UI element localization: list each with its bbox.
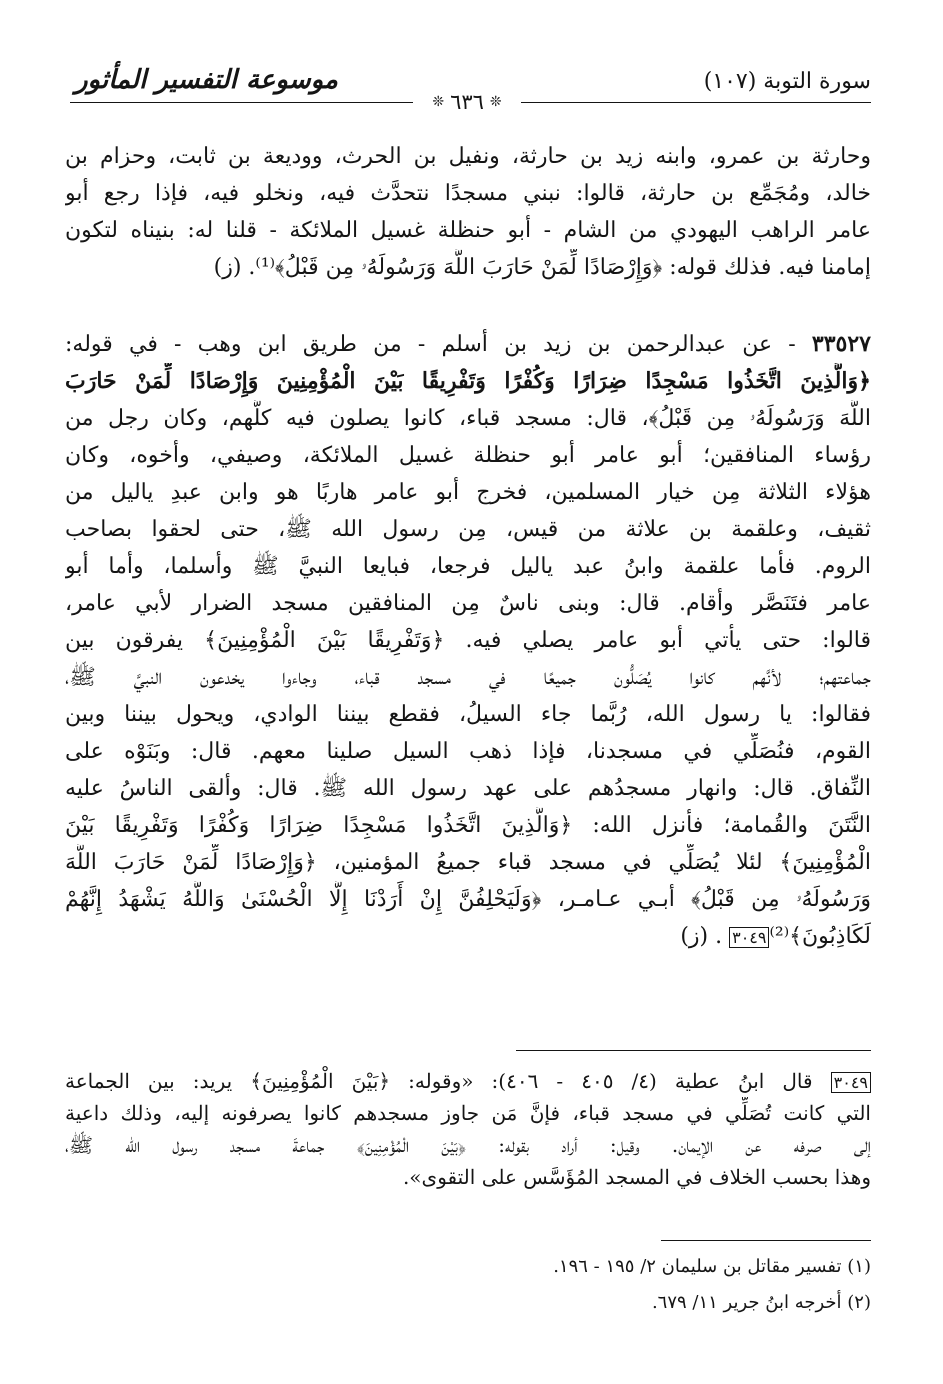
commentary-ref-box: ٣٠٤٩ <box>729 927 769 948</box>
page-number: ٦٣٦ <box>450 90 484 114</box>
text-line: هؤلاء الثلاثة مِن خيار المسلمين، فخرج أبو عامر هاربًا هو وابن عبدِ ياليل من <box>65 480 871 505</box>
footnote-rule <box>661 1240 871 1241</box>
text-line: اللَّهَ وَرَسُولَهُۥ مِن قَبْلُ﴾، قال: مسجد قباء، كانوا يصلون فيه كلُّهم، وكان رجل من <box>65 406 871 431</box>
text-line: عامر فتَنَصَّر وأقام. قال: وبنى ناسٌ مِن المنافقين مسجد الضرار لأبي عامر، <box>65 591 871 616</box>
commentary-ref-box: ٣٠٤٩ <box>831 1072 871 1093</box>
text-line: وحارثة بن عمرو، وابنه زيد بن حارثة، ونفيل بن الحرث، ووديعة بن ثابت، وحزام بن <box>65 144 871 169</box>
commentary-line: إلى صرفه عن الإيمان. وقيل: أراد بقوله: ﴿بَيْنَ الْمُؤْمِنِينَ﴾ جماعةَ مسجد رسول الله ﷺ، <box>65 1133 871 1157</box>
commentary-line: ٣٠٤٩ قال ابنُ عطية (٤/ ٤٠٥ - ٤٠٦): «وقوله: ﴿بَيْنَ الْمُؤْمِنِينَ﴾ يريد: بين الجماعة <box>65 1065 871 1097</box>
text-line: وَرَسُولَهُۥ مِن قَبْلُ﴾ أبـي عـامـر، ﴿وَلَيَحْلِفُنَّ إِنْ أَرَدْنَا إِلَّا الْحُسْنَىٰ وَاللَّهُ يَشْهَدُ إِنَّهُمْ <box>65 887 871 912</box>
encyclopedia-title: موسوعة التفسير المأثور <box>75 65 338 95</box>
narration-33527 <box>65 326 871 955</box>
text-line: النِّفاق. قال: وانهار مسجدُهم على عهد رسول الله ﷺ. قال: وألقى الناسُ عليه <box>65 776 871 801</box>
text-line: خالد، ومُجَمِّع بن حارثة، قالوا: نبني مسجدًا نتحدَّث فيه، ونخلو فيه، فإذا رجع أبو <box>65 181 871 206</box>
ornament-icon: ❊ <box>432 94 445 110</box>
commentary-block <box>65 1065 871 1193</box>
text-line: القوم، فنُصَلِّي في مسجدنا، فإذا ذهب السيل صلينا معهم. قال: وبَنَوْه على <box>65 739 871 764</box>
narration-number: ٣٣٥٢٧ <box>811 331 871 357</box>
quran-verse-line: ﴿وَالَّذِينَ اتَّخَذُوا مَسْجِدًا ضِرَارًا وَكُفْرًا وَتَفْرِيقًا بَيْنَ الْمُؤْمِنِينَ وَإِرْصَادًا لِّمَنْ حَارَبَ <box>65 368 871 394</box>
text-line: فقالوا: يا رسول الله، رُبَّما جاء السيلُ، فقطع بيننا الوادي، ويحول بيننا وبين <box>65 702 871 727</box>
text-line: إمامنا فيه. فذلك قوله: ﴿وَإِرْصَادًا لِّمَنْ حَارَبَ اللَّهَ وَرَسُولَهُۥ مِن قَبْلُ﴾⁽¹⁾. (ز) <box>213 255 871 280</box>
commentary-line: وهذا بحسب الخلاف في المسجد المُؤَسَّس على التقوى». <box>402 1165 871 1189</box>
commentary-line: التي كانت تُصَلِّي في مسجد قباء، فإنَّ مَن جاوز مسجدهم كانوا يصرفونه إليه، وذلك داعية <box>65 1101 871 1125</box>
commentary-rule <box>516 1050 871 1051</box>
text-line: الْمُؤْمِنِينَ﴾ لئلا يُصَلِّي في مسجد قباء جميعُ المؤمنين، ﴿وَإِرْصَادًا لِّمَنْ حَارَبَ اللَّهَ <box>65 850 871 875</box>
text-line: لَكَاذِبُونَ﴾⁽²⁾٣٠٤٩ . (ز) <box>680 924 871 949</box>
text-line: جماعتهم؛ لأنَّهم كانوا يُصَلُّون جميعًا في مسجد قباء، وجاءوا يخدعون النبيَّ ﷺ، <box>65 665 871 690</box>
text-line: النَّتَنَ والقُمامة؛ فأنزل الله: ﴿وَالَّذِينَ اتَّخَذُوا مَسْجِدًا ضِرَارًا وَكُفْرًا وَتَفْرِيقًا بَيْنَ <box>65 813 871 838</box>
text-line: قالوا: حتى يأتي أبو عامر يصلي فيه. ﴿وَتَفْرِيقًا بَيْنَ الْمُؤْمِنِينَ﴾ يفرقون بين <box>65 628 871 653</box>
text-line: ٣٣٥٢٧ - عن عبدالرحمن بن زيد بن أسلم - من طريق ابن وهب - في قوله: <box>65 331 871 357</box>
text-line: عامر الراهب اليهودي من الشام - أبو حنظلة غسيل الملائكة - قلنا له: بنيناه لتكون <box>65 218 871 243</box>
surah-title: سورة التوبة (١٠٧) <box>703 69 871 94</box>
footnote: (١) تفسير مقاتل بن سليمان ٢/ ١٩٥ - ١٩٦. <box>553 1256 871 1277</box>
paragraph-continuation <box>65 138 871 286</box>
ornament-icon: ❊ <box>489 94 502 110</box>
text-line: الروم. فأما علقمة وابنُ عبد ياليل فرجعا، فبايعا النبيَّ ﷺ وأسلما، وأما أبو <box>65 554 871 579</box>
page-number-box <box>413 90 521 114</box>
text-line: رؤساء المنافقين؛ أبو عامر أبو حنظلة غسيل الملائكة، وصيفي، وأخوه، وكان <box>65 443 871 468</box>
text-line: ثقيف، وعلقمة بن علاثة من قيس، مِن رسول الله ﷺ، حتى لحقوا بصاحب <box>65 517 871 542</box>
footnote: (٢) أخرجه ابنُ جرير ١١/ ٦٧٩. <box>651 1292 871 1313</box>
